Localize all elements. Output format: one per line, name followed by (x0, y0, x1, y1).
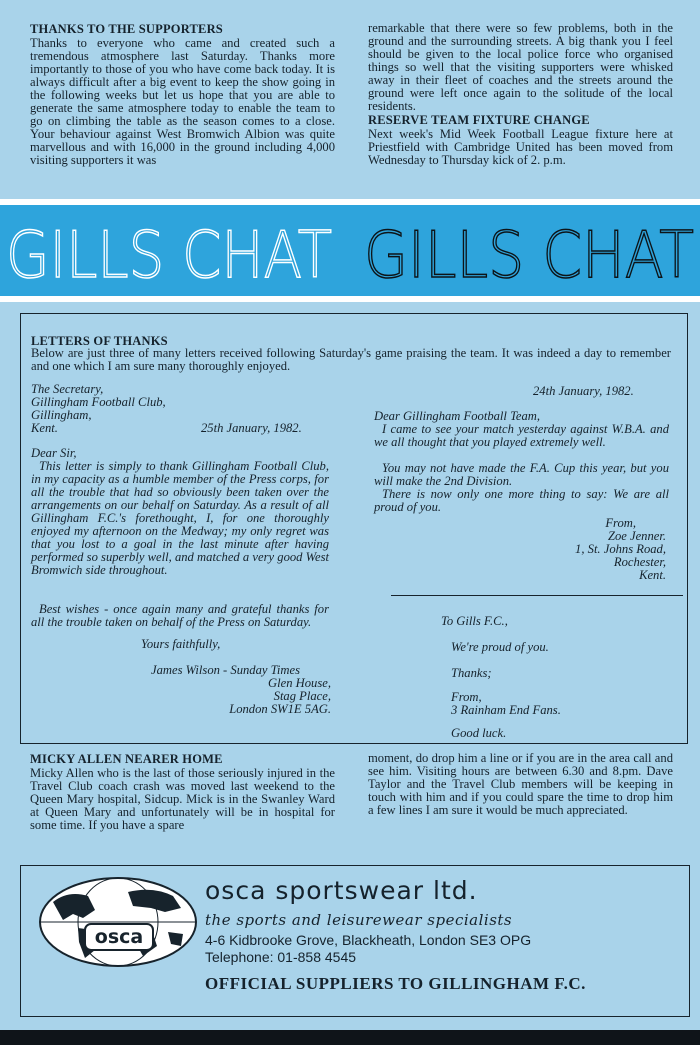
letter3-closing: Good luck. (451, 726, 507, 740)
letter1-salutation: Dear Sir, (31, 446, 77, 460)
sender-address-line: Stag Place, (273, 689, 331, 703)
from-line: Rochester, (613, 555, 666, 569)
letter2-from (481, 517, 666, 582)
letters-divider (391, 595, 683, 596)
company-tagline: the sports and leisurewear specialists (205, 911, 513, 929)
letter2-body: There is now only one more thing to say: We are all proud of you. (374, 487, 669, 514)
letter2-body: I came to see your match yesterday against W.B.A. and we all thought that you played extremely well. (374, 422, 669, 449)
from-line: Kent. (639, 568, 666, 582)
letter2-body: You may not have made the F.A. Cup this year, but you will make the 2nd Division. (374, 461, 669, 488)
banner-title-left: GILLS CHAT (6, 219, 332, 293)
letter1-address-line: Kent. (31, 421, 58, 435)
letter2-date: 24th January, 1982. (533, 384, 634, 398)
company-address: 4-6 Kidbrooke Grove, Blackheath, London SE3 OPG (205, 932, 532, 948)
banner-title-art (0, 205, 700, 296)
letter3-line: We're proud of you. (451, 640, 549, 654)
sender-address-line: Glen House, (268, 676, 331, 690)
micky-text-right: moment, do drop him a line or if you are in the area call and see him. Visiting hours are between 6.30 and 8.pm. Dave Taylor and the Travel Club members will be keeping in touch with him and if you could spare the time to drop him a few lines I am sure it would be much appreciated. (368, 751, 673, 817)
letter3-from: From, (451, 690, 482, 704)
from-line: Zoe Jenner. (607, 529, 666, 543)
micky-article-left (30, 752, 335, 832)
from-line: From, (605, 516, 636, 530)
supporters-text-left: Thanks to everyone who came and created such a tremendous atmosphere last Saturday. Thanks more importantly to those of you who have come back today. It is always difficult after a big event to keep the show going in the following weeks but let us hope that you are able to generate the same atmosphere today to enable the team to go on climbing the table as the season comes to a close. Your behaviour against West Bromwich Albion was quite marvellous and with 16,000 in the ground including 4,000 visiting supporters it was (30, 36, 335, 167)
letter1-signature: James Wilson - Sunday Times (151, 663, 301, 677)
letter3-to: To Gills F.C., (441, 614, 508, 628)
letter1-body: This letter is simply to thank Gillingham Football Club, in my capacity as a humble member of the Press corps, for all the trouble that had so obviously been taken over the arrangements on our behalf on Saturday. As a result of all Gillingham F.C.'s forethought, I, for one thoroughly enjoyed my afternoon on the Medway; my only regret was that you lost to a goal in the last minute after having performed so superbly well, and matched a very good West Bromwich side throughout. (31, 459, 329, 577)
letter3-sender: 3 Rainham End Fans. (451, 703, 561, 717)
letter1-closing-paragraph: Best wishes - once again many and grateful thanks for all the trouble taken on behalf of the Press on Saturday. (31, 602, 329, 629)
letter1-address-line: Gillingham, (31, 408, 92, 422)
globe-logo-icon (33, 872, 203, 972)
from-line: 1, St. Johns Road, (575, 542, 666, 556)
gills-chat-banner (0, 205, 700, 296)
micky-heading: MICKY ALLEN NEARER HOME (30, 752, 223, 766)
bottom-band (0, 1030, 700, 1045)
sender-address-line: London SW1E 5AG. (229, 702, 331, 716)
official-suppliers: OFFICIAL SUPPLIERS TO GILLINGHAM F.C. (205, 974, 586, 993)
banner-title-right: GILLS CHAT (364, 219, 694, 293)
letters-heading: LETTERS OF THANKS (31, 334, 168, 348)
letter2-salutation: Dear Gillingham Football Team, (374, 409, 541, 423)
company-name: osca sportswear ltd. (205, 876, 478, 905)
letter1-yours: Yours faithfully, (141, 637, 221, 651)
letters-box (20, 313, 688, 744)
company-telephone: Telephone: 01-858 4545 (205, 949, 357, 965)
letter1-sender-address (181, 677, 331, 716)
supporters-text-right: remarkable that there were so few problems, both in the ground and the surrounding streets. A big thank you I feel should be given to the local police force who organised things so well that the visiting supporters were whisked away in their fleet of coaches and the streets around the ground were left once again to the solitude of the local residents. (368, 21, 673, 113)
letters-intro: Below are just three of many letters received following Saturday's game praising the team. It was indeed a day to remember and one which I am sure many thoroughly enjoyed. (31, 346, 671, 373)
micky-text-left: Micky Allen who is the last of those seriously injured in the Travel Club coach crash was moved last weekend to the Queen Mary hospital, Sidcup. Mick is in the Swanley Ward at Queen Mary and unfortunately will be in hospital for some time. If you have a spare (30, 766, 335, 832)
supporters-article-right (368, 22, 673, 167)
letter1-date: 25th January, 1982. (201, 421, 302, 435)
supporters-heading: THANKS TO THE SUPPORTERS (30, 22, 223, 36)
letter1-address-line: Gillingham Football Club, (31, 395, 166, 409)
reserve-heading: RESERVE TEAM FIXTURE CHANGE (368, 113, 590, 127)
logo-text: osca (94, 926, 144, 948)
letter3-line: Thanks; (451, 666, 492, 680)
osca-advert (20, 865, 690, 1017)
supporters-article-left (30, 22, 335, 167)
letter1-address-line: The Secretary, (31, 382, 104, 396)
reserve-text: Next week's Mid Week Football League fixture here at Priestfield with Cambridge United has been moved from Wednesday to Thursday kick of 2. p.m. (368, 127, 673, 167)
micky-article-right (368, 752, 673, 817)
